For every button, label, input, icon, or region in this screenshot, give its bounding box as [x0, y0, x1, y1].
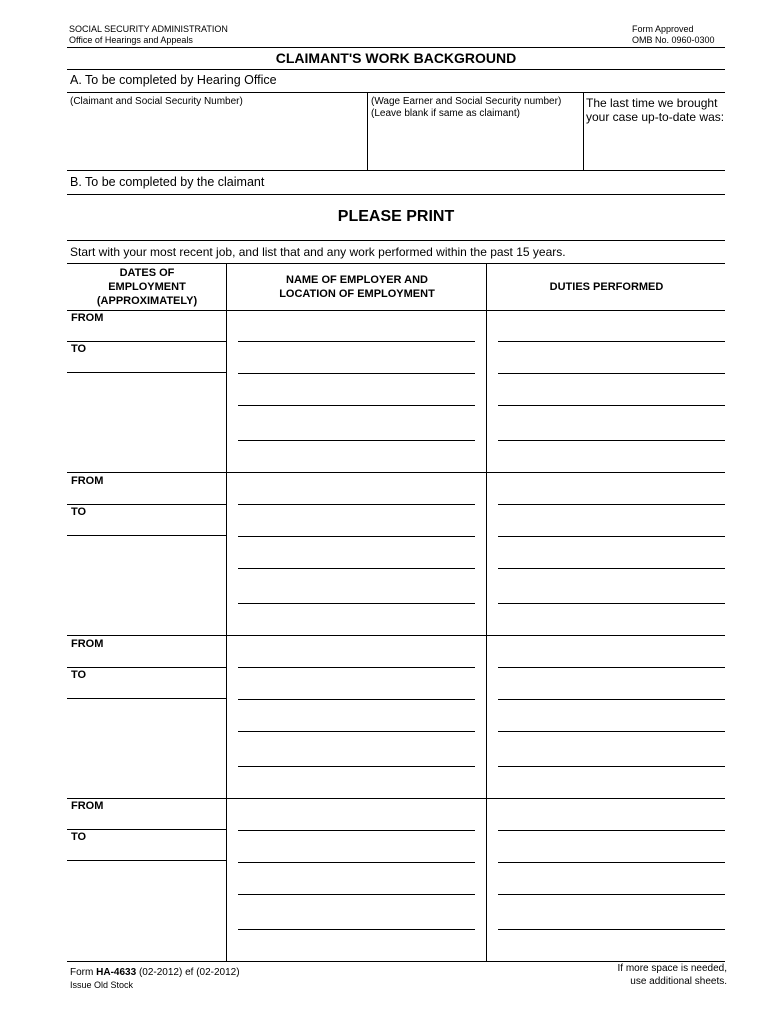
row-4-employer-line-2[interactable] — [238, 862, 475, 863]
row-3-duties-line-2[interactable] — [498, 699, 725, 700]
row-1-duties-line-4[interactable] — [498, 440, 725, 441]
row-2-duties-line-3[interactable] — [498, 568, 725, 569]
row-2-employer-line-3[interactable] — [238, 568, 475, 569]
row-4-to-label: TO — [71, 831, 87, 843]
form-id — [70, 967, 240, 978]
row-3-duties-line-1[interactable] — [498, 667, 725, 668]
last-update-field[interactable] — [585, 128, 725, 168]
row-3-employer-line-2[interactable] — [238, 699, 475, 700]
divider-a1 — [367, 92, 368, 170]
row-3-to-label: TO — [71, 669, 87, 681]
form-revision: (02-2012) ef (02-2012) — [138, 967, 240, 978]
row-2-employer-line-1[interactable] — [238, 504, 475, 505]
wage-earner-note: (Leave blank if same as claimant) — [371, 108, 520, 119]
row-2-to-line[interactable] — [67, 535, 226, 536]
row-2-from-line[interactable] — [67, 504, 226, 505]
table-top-rule — [67, 263, 725, 264]
row-3-employer-line-4[interactable] — [238, 766, 475, 767]
row-3-bottom-rule — [67, 798, 725, 799]
section-a-rule — [67, 92, 725, 93]
form-title: CLAIMANT'S WORK BACKGROUND — [275, 50, 517, 66]
row-3-from-line[interactable] — [67, 667, 226, 668]
office-name: Office of Hearings and Appeals — [69, 35, 193, 45]
row-1-bottom-rule — [67, 472, 725, 473]
last-update-label-2: your case up-to-date was: — [586, 110, 725, 124]
row-3-employer-line-1[interactable] — [238, 667, 475, 668]
dates-header-3: (APPROXIMATELY) — [96, 295, 198, 307]
more-space-note-2: use additional sheets. — [630, 976, 727, 987]
row-3-employer-line-3[interactable] — [238, 731, 475, 732]
row-2-duties-line-1[interactable] — [498, 504, 725, 505]
please-print: PLEASE PRINT — [337, 208, 455, 225]
row-4-duties-line-2[interactable] — [498, 862, 725, 863]
form-approved: Form Approved — [632, 24, 694, 34]
employer-header-2: LOCATION OF EMPLOYMENT — [279, 288, 435, 300]
row-3-duties-line-4[interactable] — [498, 766, 725, 767]
employer-header-1: NAME OF EMPLOYER AND — [286, 274, 428, 286]
section-a-heading: A. To be completed by Hearing Office — [70, 73, 277, 87]
row-3-from-label: FROM — [71, 638, 104, 650]
agency-name: SOCIAL SECURITY ADMINISTRATION — [69, 24, 228, 34]
header-col-divider-1 — [226, 263, 227, 310]
omb-number: OMB No. 0960-0300 — [632, 35, 715, 45]
row-3-to-line[interactable] — [67, 698, 226, 699]
row-1-employer-line-4[interactable] — [238, 440, 475, 441]
last-update-label-1: The last time we brought — [586, 96, 718, 110]
wage-earner-label: (Wage Earner and Social Security number) — [371, 96, 562, 107]
row-1-duties-line-2[interactable] — [498, 373, 725, 374]
more-space-note-1: If more space is needed, — [617, 963, 727, 974]
row-2-duties-line-4[interactable] — [498, 603, 725, 604]
duties-header: DUTIES PERFORMED — [549, 281, 664, 293]
row-4-duties-line-4[interactable] — [498, 929, 725, 930]
row-4-employer-line-4[interactable] — [238, 929, 475, 930]
row-1-from-label: FROM — [71, 312, 104, 324]
section-b-rule — [67, 194, 725, 195]
header-bottom-rule — [67, 310, 725, 311]
row-1-duties-line-3[interactable] — [498, 405, 725, 406]
row-4-duties-line-1[interactable] — [498, 830, 725, 831]
header-rule — [67, 47, 725, 48]
form-prefix: Form — [70, 967, 94, 978]
row-1-employer-line-1[interactable] — [238, 341, 475, 342]
header-col-divider-2 — [486, 263, 487, 310]
row-2-bottom-rule — [67, 635, 725, 636]
instructions: Start with your most recent job, and list that and any work performed within the past 15 years. — [70, 245, 566, 259]
dates-header-1: DATES OF — [119, 267, 175, 279]
table-bottom-rule — [67, 961, 725, 962]
row-1-to-label: TO — [71, 343, 87, 355]
row-2-to-label: TO — [71, 506, 87, 518]
row-3-duties-line-3[interactable] — [498, 731, 725, 732]
row-4-duties-line-3[interactable] — [498, 894, 725, 895]
row-2-duties-line-2[interactable] — [498, 536, 725, 537]
form-number: HA-4633 — [96, 967, 137, 978]
dates-header-2: EMPLOYMENT — [108, 281, 186, 293]
row-4-from-label: FROM — [71, 800, 104, 812]
claimant-ssn-label: (Claimant and Social Security Number) — [70, 96, 243, 107]
please-print-rule — [67, 240, 725, 241]
row-1-employer-line-2[interactable] — [238, 373, 475, 374]
wage-earner-field[interactable] — [369, 122, 581, 168]
claimant-ssn-field[interactable] — [68, 108, 366, 168]
row-1-duties-line-1[interactable] — [498, 341, 725, 342]
row-1-to-line[interactable] — [67, 372, 226, 373]
title-rule — [67, 69, 725, 70]
divider-a2 — [583, 92, 584, 170]
row-2-from-label: FROM — [71, 475, 104, 487]
row-2-employer-line-2[interactable] — [238, 536, 475, 537]
row-4-from-line[interactable] — [67, 829, 226, 830]
row-4-employer-line-3[interactable] — [238, 894, 475, 895]
row-2-employer-line-4[interactable] — [238, 603, 475, 604]
row-1-employer-line-3[interactable] — [238, 405, 475, 406]
section-b-heading: B. To be completed by the claimant — [70, 175, 265, 189]
row-4-employer-line-1[interactable] — [238, 830, 475, 831]
row-1-from-line[interactable] — [67, 341, 226, 342]
issue-note: Issue Old Stock — [70, 980, 134, 990]
row-4-to-line[interactable] — [67, 860, 226, 861]
section-a-bottom-rule — [67, 170, 725, 171]
